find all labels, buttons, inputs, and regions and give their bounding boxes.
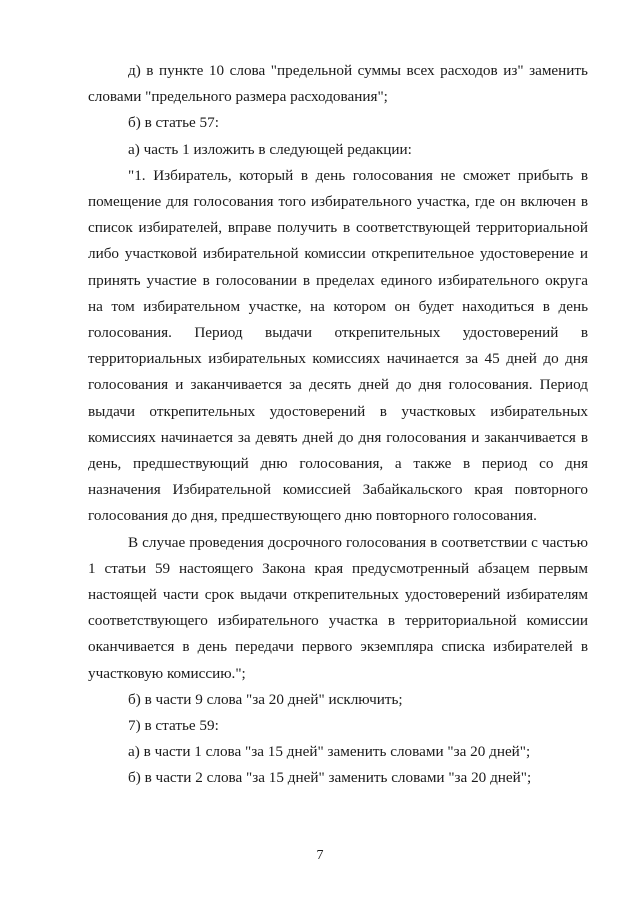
paragraph-item-d-point-10: д) в пункте 10 слова "предельной суммы всех расходов из" заменить словами "предельного размера расходования";	[88, 62, 588, 106]
page-number: 7	[316, 848, 324, 863]
paragraph-part-2-replace: б) в части 2 слова "за 15 дней" заменить словами "за 20 дней";	[128, 769, 532, 787]
paragraph-early-voting: В случае проведения досрочного голосования в соответствии с частью 1 статьи 59 настоящего Закона края предусмотренный абзацем первым настоящей части срок выдачи открепительных удостоверений избирателям соответствующего избирательного участка в территориальной комиссии оканчивается в день передачи первого экземпляра списка избирателей в участковую комиссию.";	[88, 533, 588, 682]
paragraph-article-57-heading: б) в статье 57:	[128, 114, 219, 132]
paragraph-part-1-new-wording: а) часть 1 изложить в следующей редакции:	[128, 140, 412, 158]
paragraph-article-59-heading: 7) в статье 59:	[128, 717, 219, 735]
paragraph-part-9-exclude: б) в части 9 слова "за 20 дней" исключить;	[128, 690, 403, 708]
paragraph-part-1-replace: а) в части 1 слова "за 15 дней" заменить словами "за 20 дней";	[128, 743, 531, 761]
paragraph-voter-absentee-certificate: "1. Избиратель, который в день голосования не сможет прибыть в помещение для голосования того избирательного участка, где он включен в список избирателей, вправе получить в соответствующей территориальной либо участковой избирательной комиссии открепительное удостоверение и принять участие в голосовании в пределах единого избирательного округа на том избирательном участке, на котором он будет находиться в день голосования. Период выдачи открепительных удостоверений в территориальных избирательных комиссиях начинается за 45 дней до дня голосования и заканчивается за десять дней до дня голосования. Период выдачи открепительных удостоверений в участковых избирательных комиссиях начинается за девять дней до дня голосования и заканчивается в день, предшествующий дню голосования, а также в период со дня назначения Избирательной комиссией Забайкальского края повторного голосования до дня, предшествующего дню повторного голосования.	[88, 166, 588, 525]
document-body	[88, 58, 588, 792]
